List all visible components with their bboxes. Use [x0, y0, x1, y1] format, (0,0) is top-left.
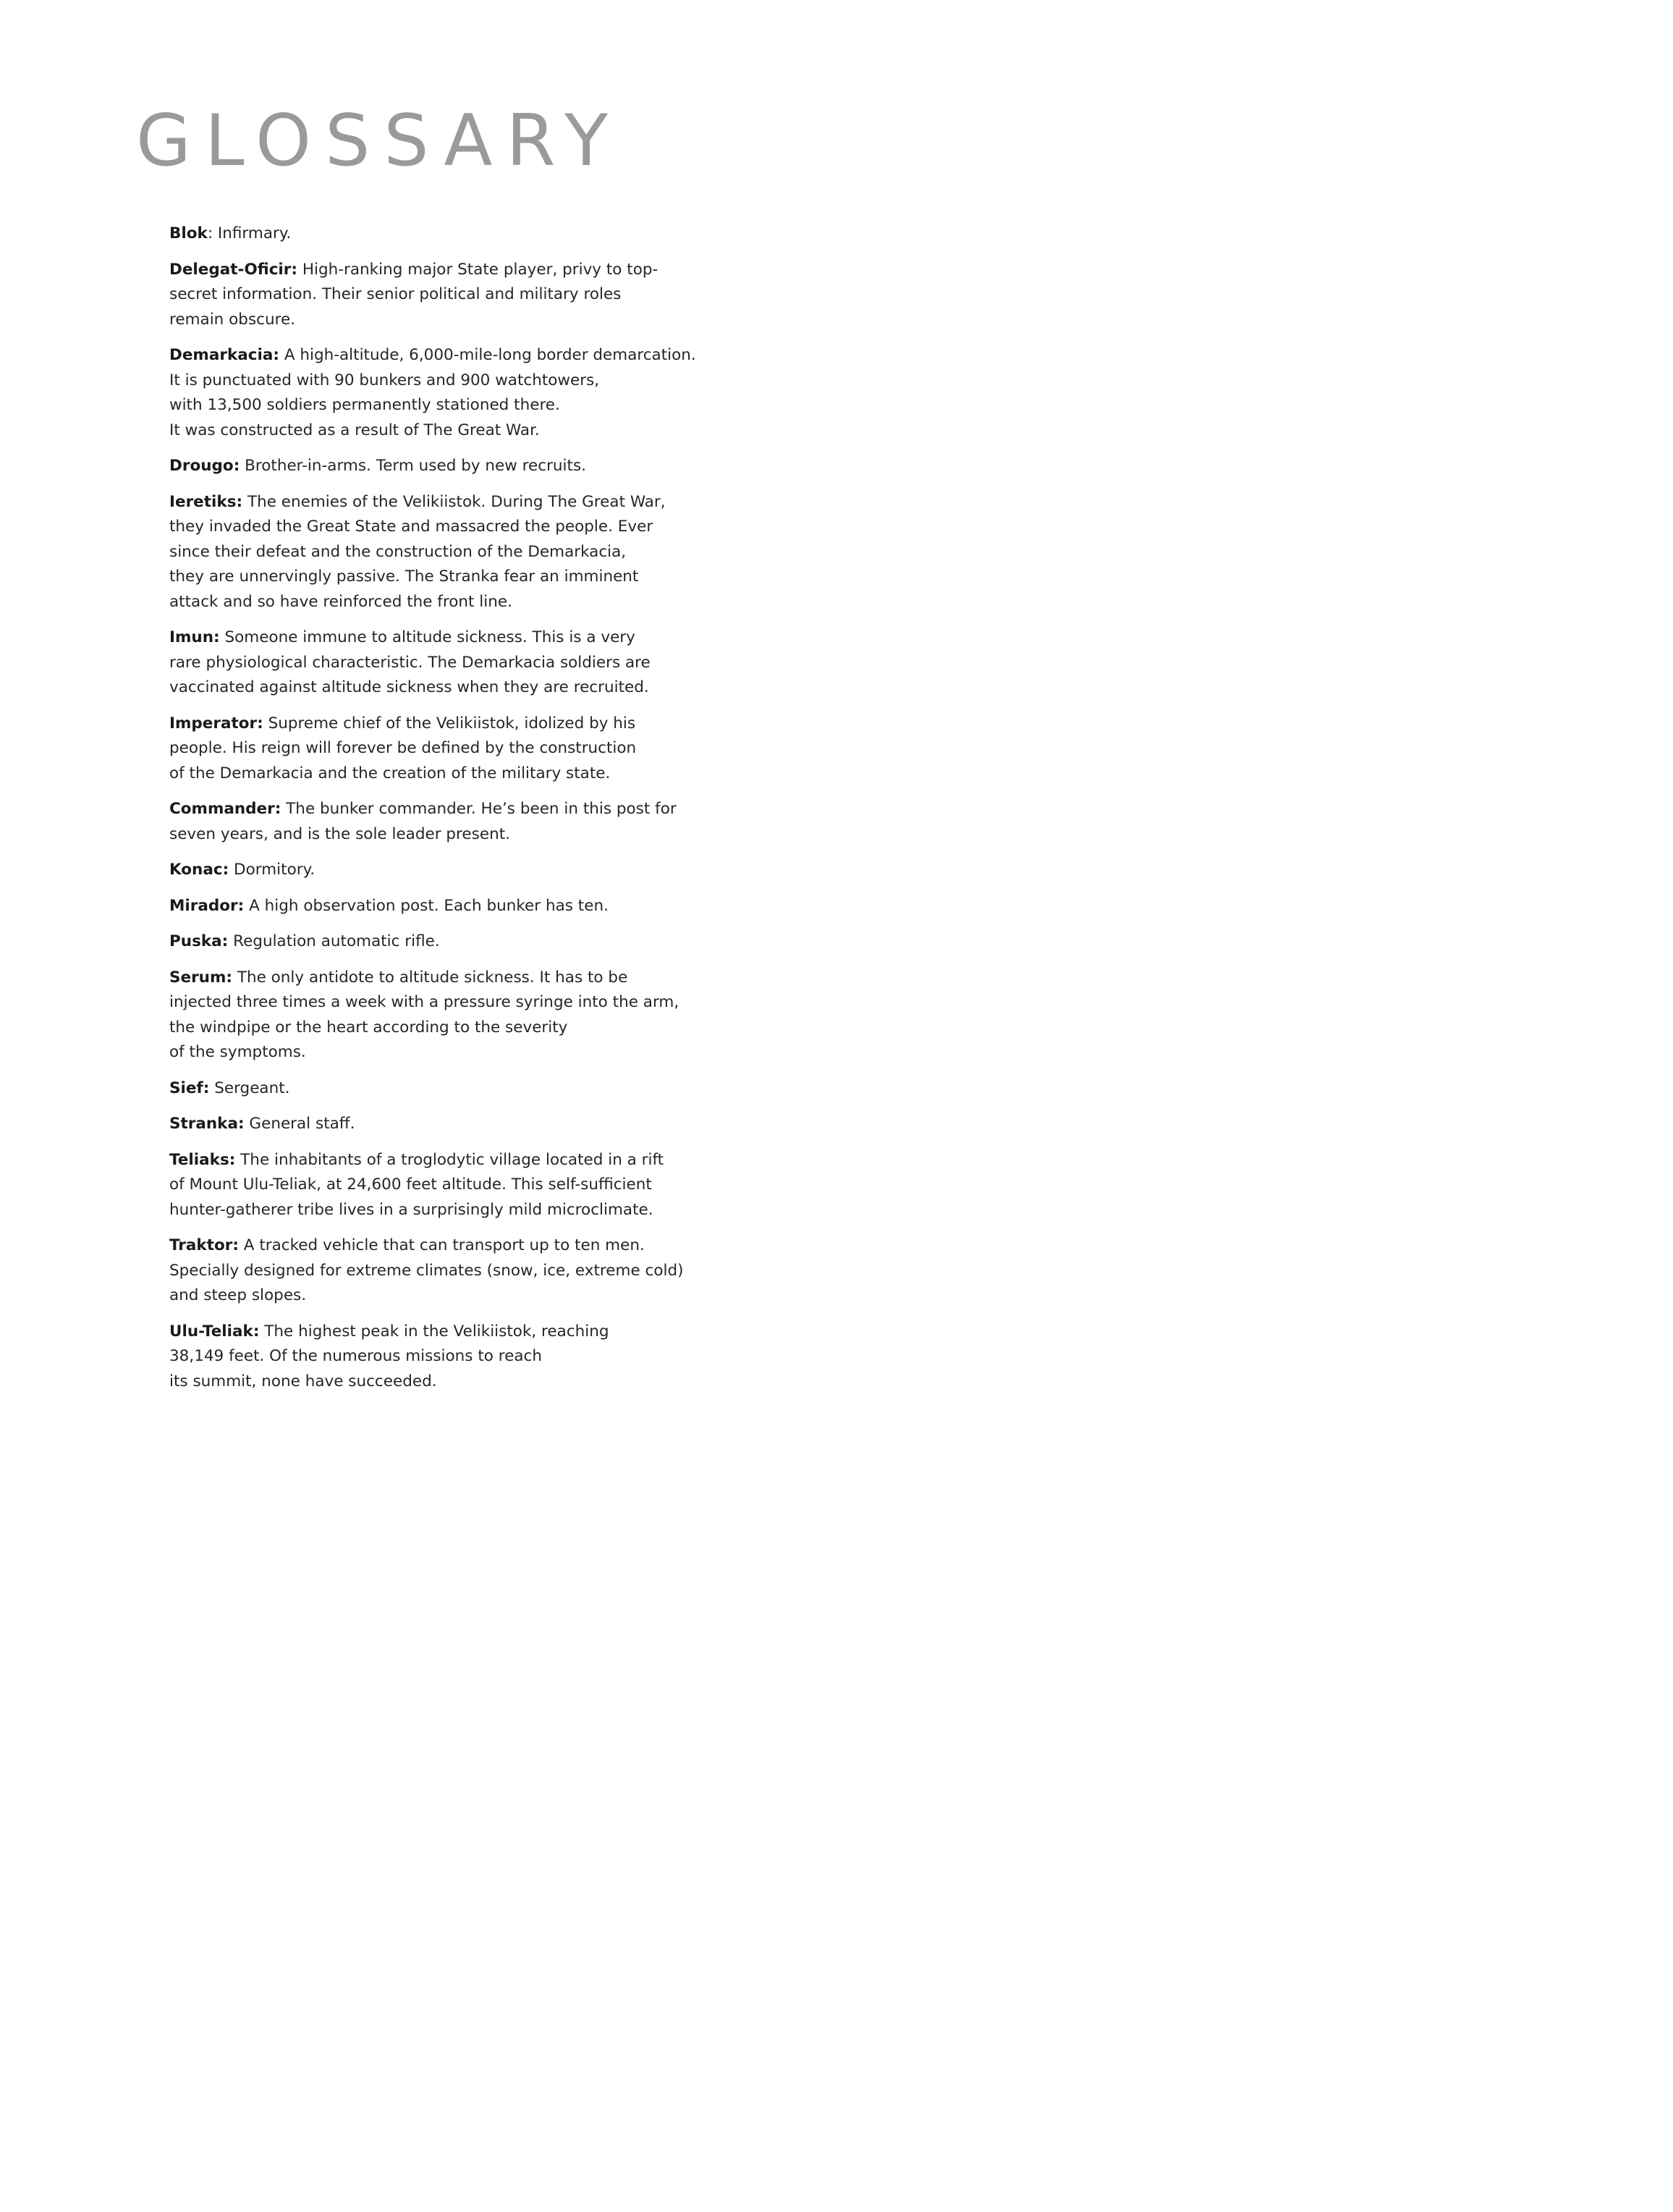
definition-text: 38,149 feet. Of the numerous missions to reach [169, 1347, 542, 1365]
entry-line [169, 1040, 719, 1065]
glossary-term: Demarkacia: [169, 346, 279, 364]
entry-line [169, 990, 719, 1016]
definition-text: The only antidote to altitude sickness. It has to be [232, 968, 628, 987]
entry-line [169, 1283, 719, 1309]
entry-line [169, 1173, 719, 1198]
entry-line [169, 1198, 719, 1223]
entry-line [169, 515, 719, 540]
glossary-term: Ulu-Teliak: [169, 1322, 260, 1341]
glossary-term: Serum: [169, 968, 232, 987]
entry-line [169, 822, 719, 848]
entry-line [169, 282, 719, 308]
definition-text: its summit, none have succeeded. [169, 1372, 437, 1390]
glossary-entry [169, 343, 719, 443]
definition-text: rare physiological characteristic. The Demarkacia soldiers are [169, 653, 651, 672]
entry-line [169, 1148, 719, 1173]
entry-line [169, 675, 719, 701]
entry-line [169, 1259, 719, 1284]
entry-line [169, 1233, 719, 1259]
definition-text: injected three times a week with a pressure syringe into the arm, [169, 993, 679, 1011]
definition-text: and steep slopes. [169, 1286, 307, 1304]
glossary-term: Drougo: [169, 457, 240, 475]
definition-text: Specially designed for extreme climates (snow, ice, extreme cold) [169, 1261, 684, 1280]
glossary-entry [169, 221, 719, 247]
definition-text: General staff. [244, 1115, 355, 1133]
entry-line [169, 590, 719, 615]
entry-line [169, 490, 719, 515]
glossary-entry [169, 929, 719, 955]
definition-text: It is punctuated with 90 bunkers and 900 watchtowers, [169, 371, 600, 389]
page-title: GLOSSARY [136, 100, 622, 182]
definition-text: : Infirmary. [207, 224, 292, 242]
definition-text: attack and so have reinforced the front line. [169, 592, 512, 611]
entry-line [169, 736, 719, 761]
glossary-list [169, 221, 719, 1405]
entry-line [169, 894, 719, 919]
definition-text: hunter-gatherer tribe lives in a surprisingly mild microclimate. [169, 1200, 653, 1219]
definition-text: remain obscure. [169, 310, 296, 329]
entry-line [169, 258, 719, 283]
definition-text: of Mount Ulu-Teliak, at 24,600 feet altitude. This self-sufficient [169, 1175, 652, 1194]
definition-text: The inhabitants of a troglodytic village located in a rift [235, 1150, 664, 1169]
entry-line [169, 651, 719, 676]
definition-text: Dormitory. [229, 861, 315, 879]
glossary-term: Sief: [169, 1078, 210, 1097]
definition-text: The enemies of the Velikiistok. During The Great War, [242, 492, 666, 511]
glossary-entry [169, 258, 719, 333]
entry-line [169, 454, 719, 479]
definition-text: A high-altitude, 6,000-mile-long border demarcation. [279, 346, 696, 364]
entry-line [169, 308, 719, 333]
definition-text: Supreme chief of the Velikiistok, idolized by his [263, 714, 636, 733]
definition-text: secret information. Their senior political and military roles [169, 285, 622, 303]
glossary-term: Konac: [169, 861, 229, 879]
definition-text: A high observation post. Each bunker has ten. [244, 896, 609, 915]
glossary-term: Traktor: [169, 1236, 239, 1254]
entry-line [169, 1016, 719, 1041]
entry-line [169, 625, 719, 651]
glossary-term: Imun: [169, 628, 220, 646]
definition-text: Sergeant. [209, 1078, 290, 1097]
definition-text: vaccinated against altitude sickness when they are recruited. [169, 678, 649, 696]
glossary-entry [169, 966, 719, 1065]
definition-text: Brother-in-arms. Term used by new recruits. [240, 457, 586, 475]
definition-text: The highest peak in the Velikiistok, reaching [259, 1322, 609, 1341]
glossary-term: Delegat-Oficir: [169, 260, 298, 279]
glossary-term: Puska: [169, 932, 229, 950]
definition-text: Regulation automatic rifle. [228, 932, 440, 950]
entry-line [169, 966, 719, 991]
definition-text: since their defeat and the construction of the Demarkacia, [169, 542, 627, 561]
entry-line [169, 761, 719, 787]
glossary-entry [169, 1148, 719, 1223]
glossary-term: Commander: [169, 800, 281, 818]
definition-text: The bunker commander. He’s been in this post for [281, 800, 677, 818]
glossary-term: Teliaks: [169, 1150, 236, 1169]
glossary-term: Mirador: [169, 896, 245, 915]
entry-line [169, 221, 719, 247]
glossary-term: Stranka: [169, 1115, 245, 1133]
entry-line [169, 565, 719, 590]
entry-line [169, 929, 719, 955]
definition-text: with 13,500 soldiers permanently stationed there. [169, 396, 560, 414]
glossary-entry [169, 490, 719, 615]
entry-line [169, 368, 719, 394]
entry-line [169, 1076, 719, 1102]
entry-line [169, 1344, 719, 1369]
definition-text: the windpipe or the heart according to the severity [169, 1018, 568, 1037]
definition-text: people. His reign will forever be defined by the construction [169, 739, 637, 757]
glossary-entry [169, 625, 719, 701]
definition-text: Someone immune to altitude sickness. This is a very [219, 628, 635, 646]
entry-line [169, 712, 719, 737]
glossary-entry [169, 1233, 719, 1309]
entry-line [169, 1320, 719, 1345]
entry-line [169, 418, 719, 444]
entry-line [169, 1369, 719, 1395]
definition-text: they invaded the Great State and massacred the people. Ever [169, 518, 653, 536]
definition-text: It was constructed as a result of The Great War. [169, 421, 540, 439]
entry-line [169, 343, 719, 368]
entry-line [169, 540, 719, 565]
glossary-entry [169, 1112, 719, 1137]
definition-text: High-ranking major State player, privy to top- [297, 260, 658, 279]
glossary-entry [169, 797, 719, 847]
definition-text: of the symptoms. [169, 1043, 306, 1061]
glossary-term: Imperator: [169, 714, 263, 733]
glossary-entry [169, 1076, 719, 1102]
definition-text: seven years, and is the sole leader present. [169, 824, 510, 843]
glossary-entry [169, 1320, 719, 1395]
entry-line [169, 1112, 719, 1137]
glossary-entry [169, 712, 719, 787]
entry-line [169, 797, 719, 822]
definition-text: of the Demarkacia and the creation of the military state. [169, 764, 611, 782]
glossary-term: Blok [169, 224, 208, 242]
definition-text: A tracked vehicle that can transport up to ten men. [238, 1236, 645, 1254]
glossary-term: Ieretiks: [169, 492, 243, 511]
glossary-entry [169, 858, 719, 883]
entry-line [169, 858, 719, 883]
entry-line [169, 393, 719, 418]
definition-text: they are unnervingly passive. The Stranka fear an imminent [169, 567, 639, 586]
glossary-entry [169, 454, 719, 479]
glossary-entry [169, 894, 719, 919]
